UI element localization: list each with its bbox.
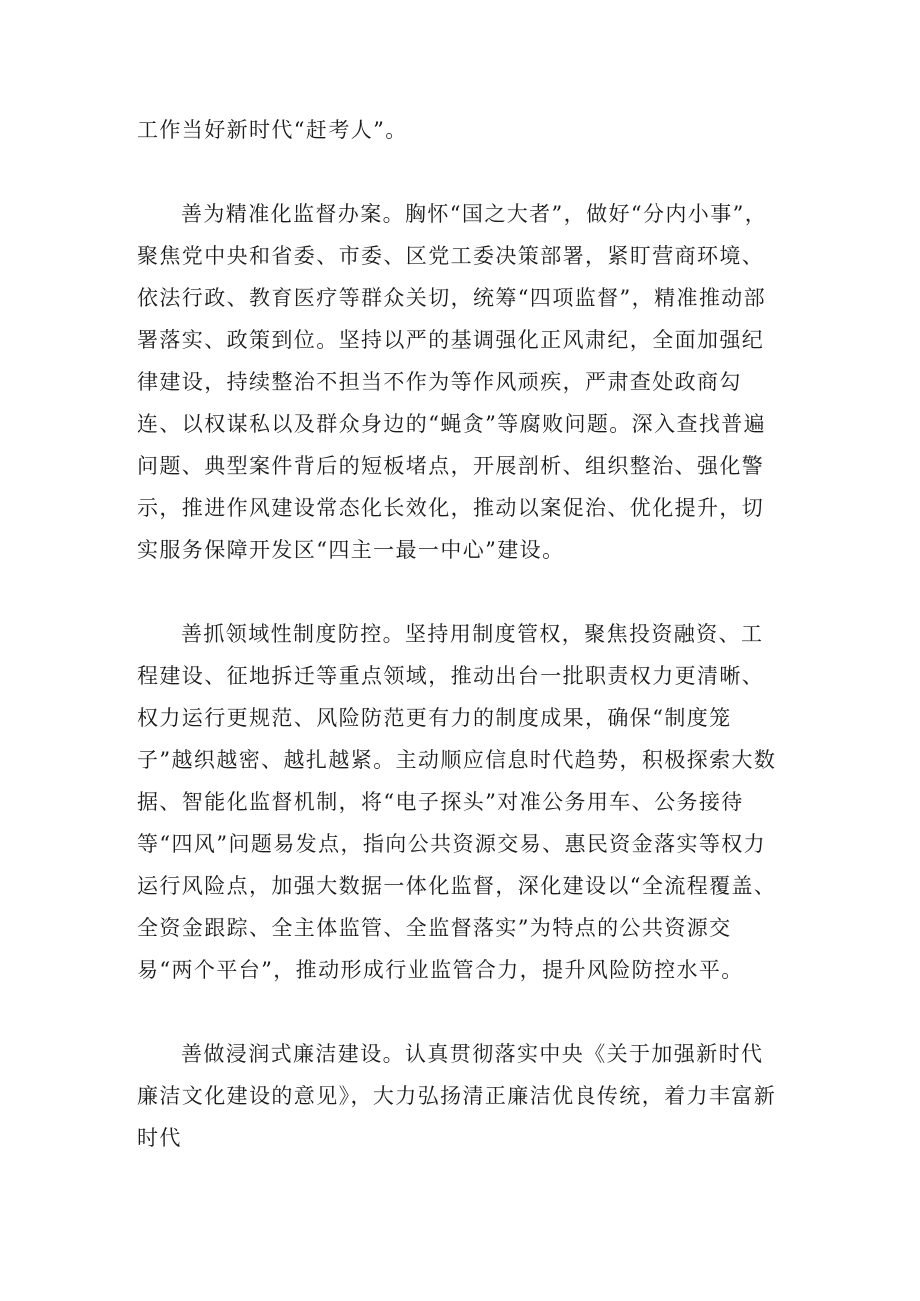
paragraph-gap xyxy=(137,151,785,193)
paragraph-institutional-control: 善抓领域性制度防控。坚持用制度管权，聚焦投资融资、工程建设、征地拆迁等重点领域，推动出台一批职责权力更清晰、权力运行更规范、风险防范更有力的制度成果，确保“制度笼子”越织越密、越扎越紧。主动顺应信息时代趋势，积极探索大数据、智能化监督机制，将“电子探头”对准公务用车、公务接待等“四风”问题易发点，指向公共资源交易、惠民资金落实等权力运行风险点，加强大数据一体化监督，深化建设以“全流程覆盖、全资金跟踪、全主体监管、全监督落实”为特点的公共资源交易“两个平台”，推动形成行业监管合力，提升风险防控水平。 xyxy=(137,622,777,982)
paragraph-integrity-building: 善做浸润式廉洁建设。认真贯彻落实中央《关于加强新时代廉洁文化建设的意见》，大力弘扬清正廉洁优良传统，着力丰富新时代 xyxy=(137,1042,777,1150)
paragraph-gap xyxy=(137,991,785,1033)
paragraph-precise-supervision: 善为精准化监督办案。胸怀“国之大者”，做好“分内小事”，聚焦党中央和省委、市委、区党工委决策部署，紧盯营商环境、依法行政、教育医疗等群众关切，统筹“四项监督”，精准推动部署落实、政策到位。坚持以严的基调强化正风肃纪，全面加强纪律建设，持续整治不担当不作为等作风顽疾，严肃查处政商勾连、以权谋私以及群众身边的“蝇贪”等腐败问题。深入查找普遍问题、典型案件背后的短板堵点，开展剖析、组织整治、强化警示，推进作风建设常态化长效化，推动以案促治、优化提升，切实服务保障开发区“四主一最一中心”建设。 xyxy=(137,202,768,562)
document-body xyxy=(137,109,785,1159)
paragraph-continuation: 工作当好新时代“赶考人”。 xyxy=(137,118,408,142)
paragraph-gap xyxy=(137,571,785,613)
